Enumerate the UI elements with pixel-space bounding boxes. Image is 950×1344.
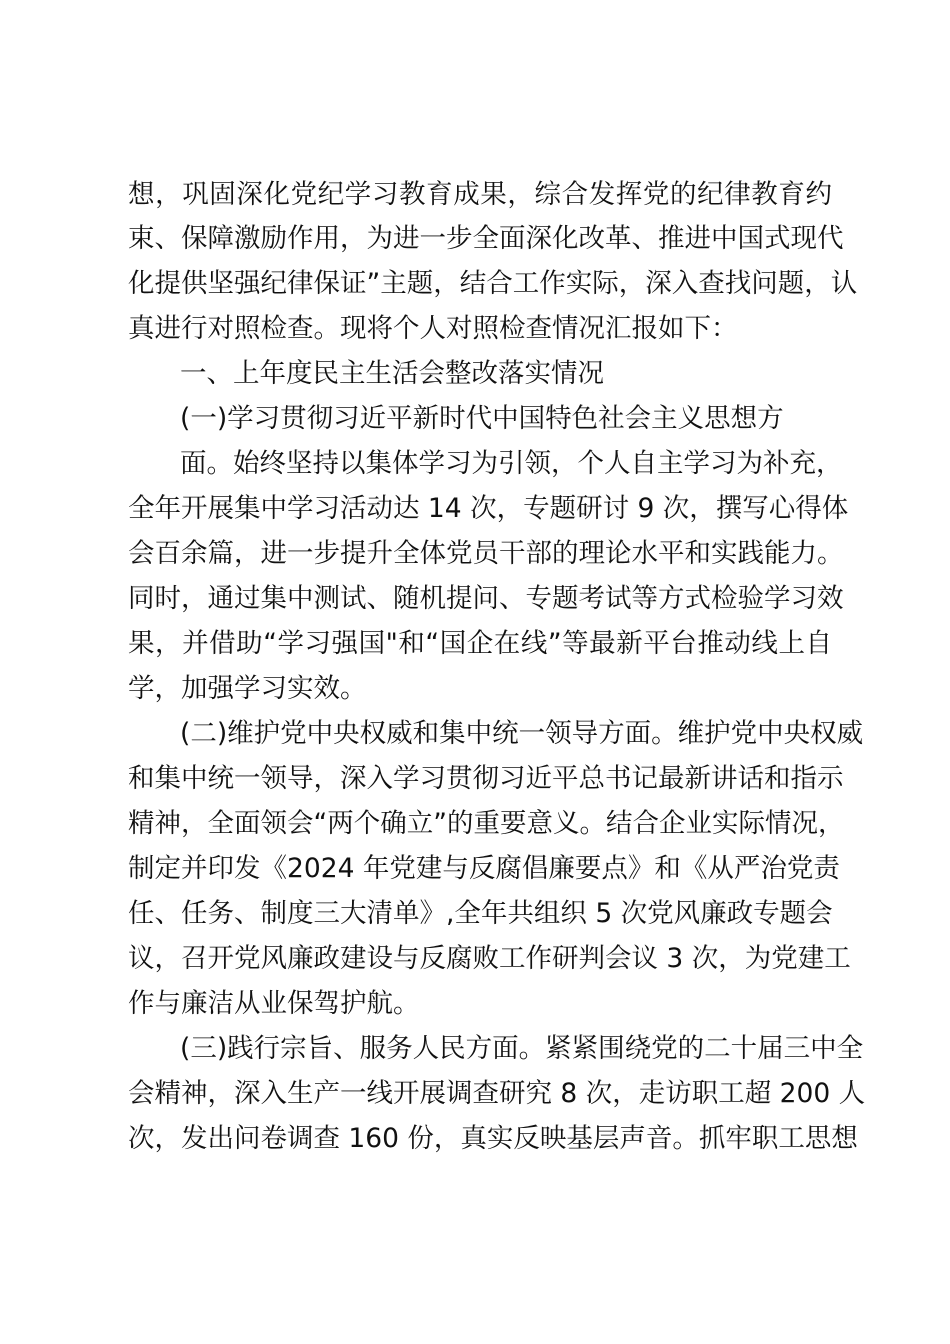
text-line: 同时，通过集中测试、随机提问、专题考试等方式检验学习效 <box>128 583 844 614</box>
subsection-heading: (一)学习贯彻习近平新时代中国特色社会主义思想方 <box>180 403 784 434</box>
text-line: 学，加强学习实效。 <box>128 673 367 704</box>
text-line: 次，发出问卷调查 160 份，真实反映基层声音。抓牢职工思想 <box>128 1123 858 1154</box>
text-line: 全年开展集中学习活动达 14 次，专题研讨 9 次，撰写心得体 <box>128 493 849 524</box>
text-line: 任、任务、制度三大清单》,全年共组织 5 次党风廉政专题会 <box>128 898 833 929</box>
text-line: 制定并印发《2024 年党建与反腐倡廉要点》和《从严治党责 <box>128 853 840 884</box>
text-line: 会精神，深入生产一线开展调查研究 8 次，走访职工超 200 人 <box>128 1078 866 1109</box>
text-line: 面。始终坚持以集体学习为引领，个人自主学习为补充， <box>180 448 843 479</box>
text-line: 真进行对照检查。现将个人对照检查情况汇报如下： <box>128 313 738 344</box>
subsection-heading: (二)维护党中央权威和集中统一领导方面。维护党中央权威 <box>180 718 864 749</box>
text-line: 果，并借助“学习强国"和“国企在线”等最新平台推动线上自 <box>128 628 832 659</box>
text-line: 想，巩固深化党纪学习教育成果，综合发挥党的纪律教育约 <box>128 179 832 210</box>
text-line: 议，召开党风廉政建设与反腐败工作研判会议 3 次，为党建工 <box>128 943 851 974</box>
text-line: 会百余篇，进一步提升全体党员干部的理论水平和实践能力。 <box>128 538 844 569</box>
text-line: 和集中统一领导，深入学习贯彻习近平总书记最新讲话和指示 <box>128 763 844 794</box>
text-line: 作与廉洁从业保驾护航。 <box>128 988 420 1019</box>
text-line: 束、保障激励作用，为进一步全面深化改革、推进中国式现代 <box>128 223 844 254</box>
section-heading: 一、上年度民主生活会整改落实情况 <box>180 358 604 389</box>
subsection-heading: (三)践行宗旨、服务人民方面。紧紧围绕党的二十届三中全 <box>180 1033 864 1064</box>
text-line: 精神，全面领会“两个确立”的重要意义。结合企业实际情况， <box>128 808 845 839</box>
text-line: 化提供坚强纪律保证”主题，结合工作实际，深入查找问题，认 <box>128 268 858 299</box>
